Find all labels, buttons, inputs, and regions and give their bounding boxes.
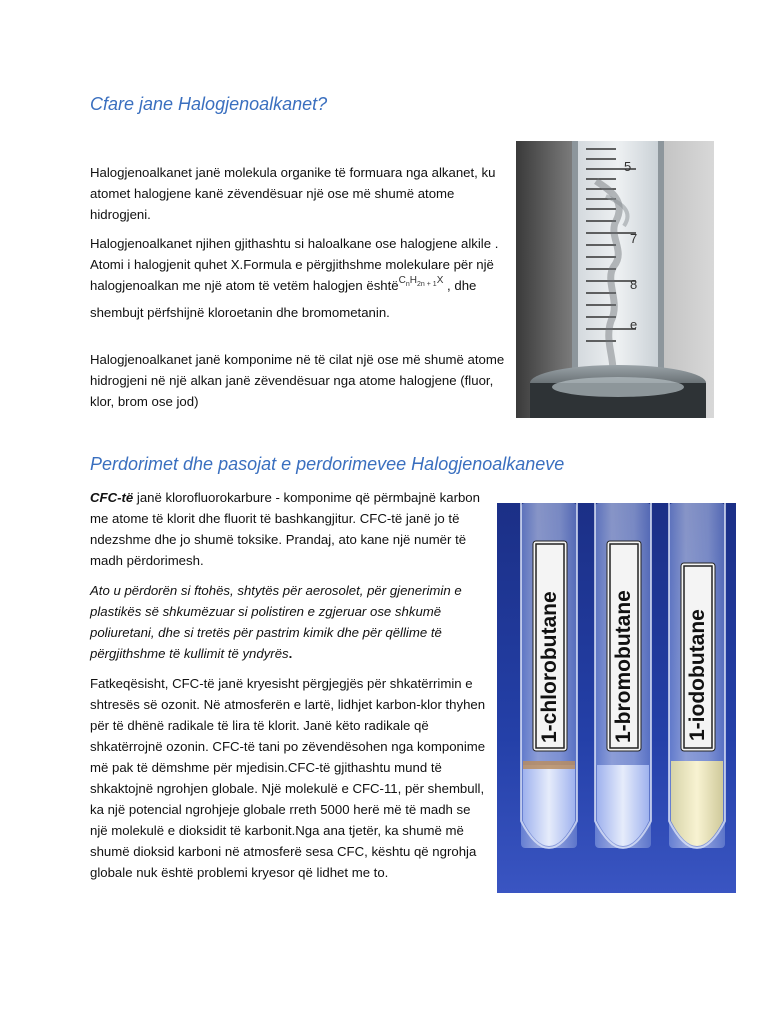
paragraph-cfc-uses-text: Ato u përdorën si ftohës, shtytës për aerosolet, për gjenerimin e plastikës së shkumëzuar si polistiren e zgjeruar ose shkumë poliuretani, dhe si tretës për pastrim kimik dhe për qëllime të përgjithshme të kullimit të yndyrës (90, 583, 462, 661)
formula-c: C (398, 275, 406, 286)
section-title-what-are-haloalkanes: Cfare jane Halogjenoalkanet? (90, 94, 328, 114)
paragraph-cfc-definition-text: janë klorofluorokarbure - komponime që përmbajnë karbon me atome të klorit dhe fluorit të bashkangjitur. CFC-të janë jo të ndezshme dhe jo shumë toksike. Prandaj, ato kane një numër të madh përdorimesh. (90, 490, 480, 568)
cylinder-mark-7: 7 (630, 231, 638, 246)
general-formula (399, 275, 444, 286)
cylinder-mark-5: 5 (624, 159, 632, 174)
section-title-uses-and-consequences: Perdorimet dhe pasojat e perdorimevee Halogjenoalkaneve (90, 454, 565, 474)
cfc-lead-term: CFC-të (90, 490, 134, 505)
cylinder-mark-8: 8 (630, 277, 638, 292)
paragraph-formula-text-after: , dhe shembujt përfshijnë kloroetanin dhe bromometanin. (90, 278, 477, 320)
graduated-cylinder-photo (516, 141, 714, 418)
formula-x: X (436, 275, 444, 286)
formula-h: H (409, 275, 418, 286)
paragraph-cfc-consequences: Fatkeqësisht, CFC-të janë kryesisht përgjegjës për shkatërrimin e shtresës së ozonit. Në atmosferën e lartë, lidhjet karbon-klor thyhen për të dhënë radikale të lira të klorit. Janë këto radikale që shkatërrojnë ozonin. CFC-të tani po zëvendësohen nga komponime më pak të dëmshme për mjedisin.CFC-të gjithashtu mund të shkaktojnë ngrohjen globale. Një molekulë e CFC-11, për shembull, ka një potencial ngrohjeje globale rreth 5000 herë më të madh se një molekulë e dioksidit të karbonit.Nga ana tjetër, ka shumë më shumë dioksid karboni në atmosferë sesa CFC, kështu që ngrohja globale nuk është problemi kryesor që lidhet me to. (90, 676, 486, 880)
formula-h-subscript: 2n + 1 (417, 281, 437, 288)
graduated-cylinder-illustration (516, 141, 714, 418)
test-tubes-photo (497, 503, 736, 893)
tube-label-bromobutane: 1-bromobutane (612, 590, 635, 743)
paragraph-formula (90, 233, 510, 323)
tube-label-iodobutane: 1-iodobutane (686, 609, 709, 741)
test-tubes-illustration (497, 503, 736, 893)
paragraph-definition: Halogjenoalkanet janë molekula organike të formuara nga alkanet, ku atomet halogjene kanë zëvendësuar një ose më shumë atome hidrogjeni. (90, 165, 496, 222)
tube-label-chlorobutane: 1-chlorobutane (538, 591, 561, 743)
paragraph-cfc-uses (90, 580, 490, 664)
formula-n: n (405, 281, 410, 288)
paragraph-substitution: Halogjenoalkanet janë komponime në të cilat një ose më shumë atome hidrogjeni në një alkan janë zëvendësuar nga atome halogjene (fluor, klor, brom ose jod) (90, 352, 505, 409)
paragraph-cfc-uses-end: . (288, 646, 293, 661)
cylinder-mark-e: e (630, 317, 638, 332)
paragraph-formula-text-before: Halogjenoalkanet njihen gjithashtu si haloalkane ose halogjene alkile . Atomi i halogjenit quhet X.Formula e përgjithshme molekulare për një halogjenoalkan me një atom të vetëm halogjen është (90, 236, 499, 293)
paragraph-cfc-definition (90, 487, 490, 571)
